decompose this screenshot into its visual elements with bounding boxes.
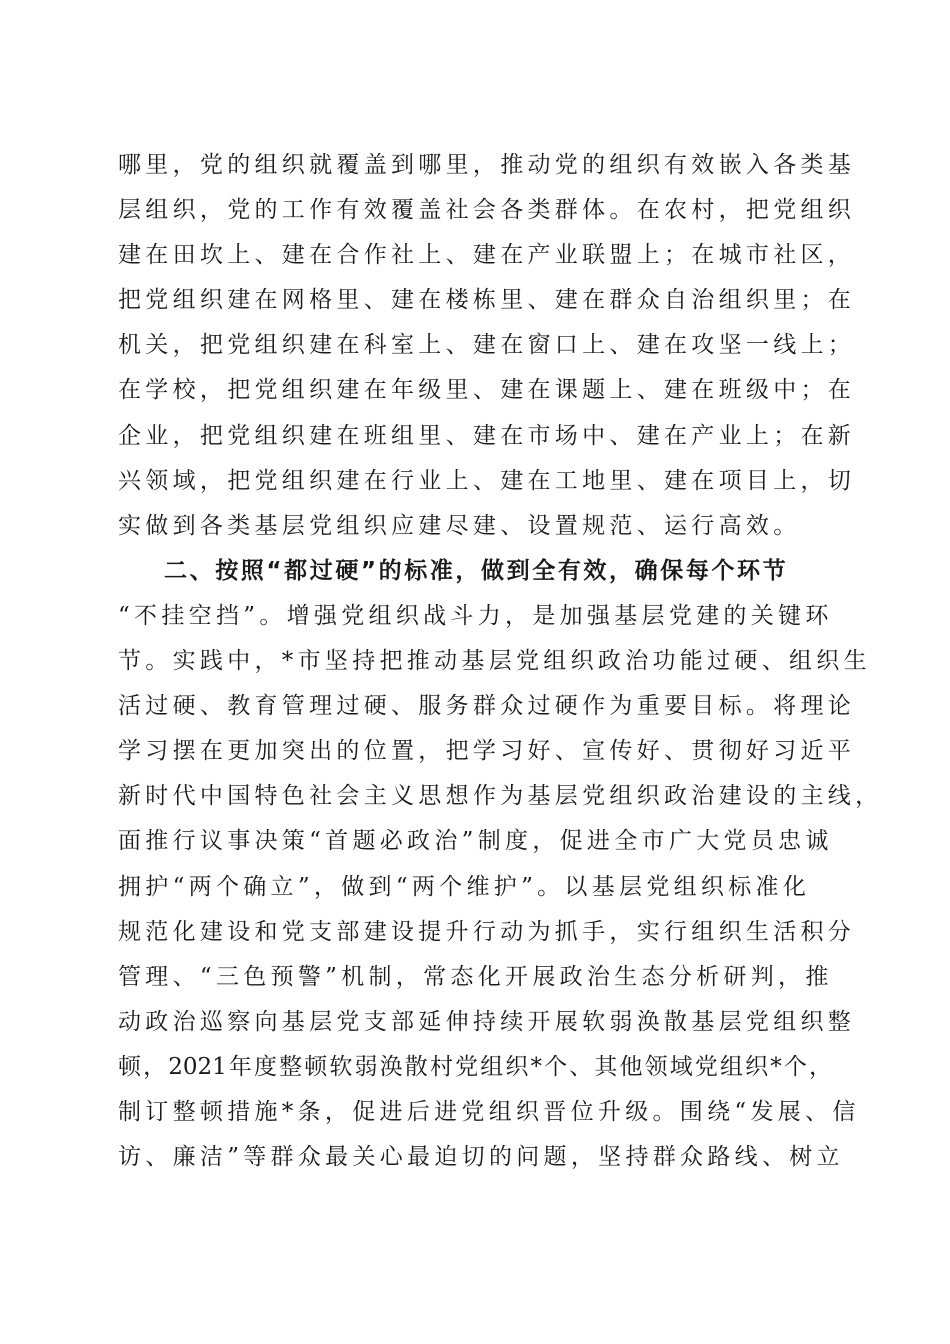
body-line-19: 管理、“三色预警”机制，常态化开展政治生态分析研判，推 <box>118 963 833 990</box>
body-line-14: 学习摆在更加突出的位置，把学习好、宣传好、贯彻好习近平 <box>118 738 856 765</box>
body-line-7: 企业，把党组织建在班组里、建在市场中、建在产业上；在新 <box>118 422 856 449</box>
document-body <box>118 143 883 1180</box>
body-line-13: 活过硬、教育管理过硬、服务群众过硬作为重要目标。将理论 <box>118 693 856 720</box>
body-line-18: 规范化建设和党支部建设提升行动为抓手，实行组织生活积分 <box>118 918 856 945</box>
body-line-8: 兴领域，把党组织建在行业上、建在工地里、建在项目上，切 <box>118 467 856 494</box>
body-line-11: “不挂空挡”。增强党组织战斗力，是加强基层党建的关键环 <box>118 602 833 629</box>
body-line-2: 层组织，党的工作有效覆盖社会各类群体。在农村，把党组织 <box>118 197 856 224</box>
body-line-3: 建在田坎上、建在合作社上、建在产业联盟上；在城市社区， <box>118 242 856 269</box>
body-line-16: 面推行议事决策“首题必政治”制度，促进全市广大党员忠诚 <box>118 828 833 855</box>
body-line-5: 机关，把党组织建在科室上、建在窗口上、建在攻坚一线上； <box>118 332 856 359</box>
body-line-9: 实做到各类基层党组织应建尽建、设置规范、运行高效。 <box>118 512 801 539</box>
body-line-17: 拥护“两个确立”，做到“两个维护”。以基层党组织标准化 <box>118 873 811 900</box>
section-heading: 二、按照“都过硬”的标准，做到全有效，确保每个环节 <box>164 557 789 584</box>
body-line-23: 访、廉洁”等群众最关心最迫切的问题，坚持群众路线、树立 <box>118 1144 844 1171</box>
body-line-12: 节。实践中，*市坚持把推动基层党组织政治功能过硬、组织生 <box>118 648 871 675</box>
body-line-4: 把党组织建在网格里、建在楼栋里、建在群众自治组织里；在 <box>118 287 856 314</box>
body-line-6: 在学校，把党组织建在年级里、建在课题上、建在班级中；在 <box>118 377 856 404</box>
body-line-21: 顿，2021年度整顿软弱涣散村党组织*个、其他领域党组织*个， <box>118 1053 832 1080</box>
body-line-22: 制订整顿措施*条，促进后进党组织晋位升级。围绕“发展、信 <box>118 1098 860 1125</box>
body-line-1: 哪里，党的组织就覆盖到哪里，推动党的组织有效嵌入各类基 <box>118 152 856 178</box>
body-line-15: 新时代中国特色社会主义思想作为基层党组织政治建设的主线， <box>118 783 883 810</box>
body-line-20: 动政治巡察向基层党支部延伸持续开展软弱涣散基层党组织整 <box>118 1008 856 1035</box>
